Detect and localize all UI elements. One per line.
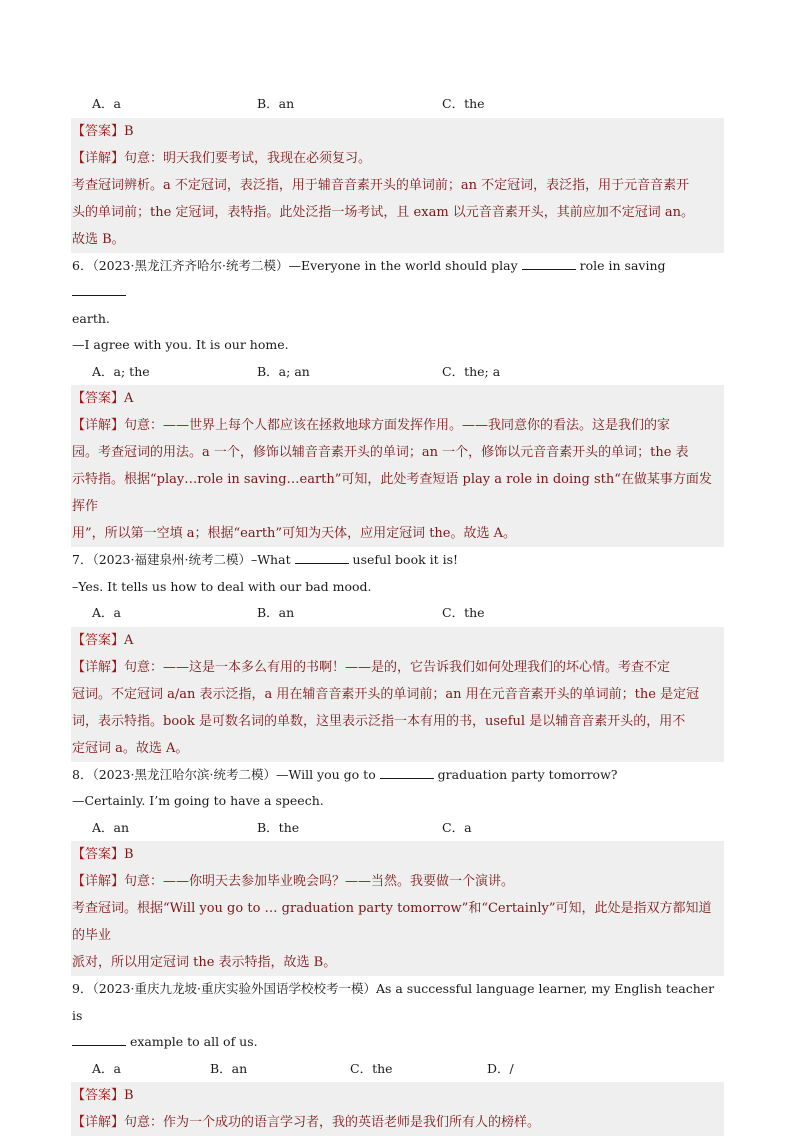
q6-detail-line: 用”，所以第一空填 a；根据“earth”可知为天体，应用定冠词 the。故选 A。 (72, 526, 517, 542)
document-page (72, 90, 723, 1136)
q6-stem: 6．（2023·黑龙江齐齐哈尔·统考二模）—Everyone in the world should play role in saving (72, 253, 723, 306)
q6-option-b: B．a; an (257, 363, 310, 379)
answer-tag: 【答案】 (72, 847, 125, 863)
q8-answer-block (71, 841, 724, 976)
q7-stem: 7．（2023·福建泉州·统考二模）–What useful book it is! (72, 552, 459, 568)
q8-option-b: B．the (257, 819, 300, 835)
detail-tag: 【详解】 (72, 418, 125, 434)
detail-tag: 【详解】 (72, 874, 125, 890)
q6-option-c: C．the; a (442, 363, 501, 379)
answer-tag: 【答案】 (72, 632, 125, 648)
q5-options (72, 91, 723, 118)
q6-stem-cont: earth. (72, 310, 110, 326)
q5-detail-line: 句意：明天我们要考试，我现在必须复习。 (124, 150, 372, 166)
blank (295, 551, 349, 564)
q7-detail-line: 词，表示特指。book 是可数名词的单数，这里表示泛指一本有用的书，useful 是以辅音音素开头的，用不 (72, 713, 686, 729)
q8-option-c: C．a (442, 819, 472, 835)
q6-options (72, 359, 723, 386)
detail-tag: 【详解】 (72, 150, 125, 166)
q9-option-d: D．/ (487, 1060, 514, 1076)
detail-tag: 【详解】 (72, 1115, 125, 1131)
q6-detail-line: 句意：——世界上每个人都应该在拯救地球方面发挥作用。——我同意你的看法。这是我们的家 (124, 418, 671, 434)
q7-option-a: A．a (92, 605, 121, 621)
q5-detail-line: 头的单词前；the 定冠词，表特指。此处泛指一场考试，且 exam 以元音音素开头，其前应加不定冠词 an。 (72, 204, 695, 220)
q7-option-c: C．the (442, 605, 485, 621)
q9-answer: B (124, 1088, 134, 1104)
q9-option-a: A．a (92, 1060, 121, 1076)
q9-option-b: B．an (210, 1060, 248, 1076)
q5-option-b: B．an (257, 96, 295, 111)
q7-dialog: –Yes. It tells us how to deal with our bad mood. (72, 578, 372, 594)
answer-tag: 【答案】 (72, 1088, 125, 1104)
q8-option-a: A．an (92, 819, 130, 835)
q9-detail-line: 句意：作为一个成功的语言学习者，我的英语老师是我们所有人的榜样。 (124, 1115, 541, 1131)
q6-answer: A (124, 391, 134, 407)
q8-detail-line: 考查冠词。根据“Will you go to … graduation party tomorrow”和“Certainly”可知，此处是指双方都知道的毕业 (72, 901, 712, 944)
blank (72, 1033, 126, 1046)
q7-option-b: B．an (257, 605, 295, 621)
q9-option-c: C．the (350, 1060, 393, 1076)
q6-detail-line: 园。考查冠词的用法。a 一个，修饰以辅音音素开头的单词；an 一个，修饰以元音音素开头的单词；the 表 (72, 445, 689, 461)
q7-detail-line: 句意：——这是一本多么有用的书啊！——是的，它告诉我们如何处理我们的坏心情。考查不定 (124, 659, 671, 675)
q6-option-a: A．a; the (92, 363, 150, 379)
blank (72, 283, 126, 296)
answer-tag: 【答案】 (72, 123, 125, 139)
blank (380, 766, 434, 779)
q8-stem: 8．（2023·黑龙江哈尔滨·统考二模）—Will you go to graduation party tomorrow? (72, 766, 618, 782)
q7-detail-line: 定冠词 a。故选 A。 (72, 740, 189, 756)
q5-detail-line: 考查冠词辨析。a 不定冠词，表泛指，用于辅音音素开头的单词前；an 不定冠词，表泛指，用于元音音素开 (72, 177, 690, 193)
q8-detail-line: 派对，所以用定冠词 the 表示特指，故选 B。 (72, 955, 337, 971)
q8-options (72, 815, 723, 842)
q9-stem-cont: example to all of us. (72, 1029, 723, 1056)
q5-detail-line: 故选 B。 (72, 231, 125, 247)
q7-detail-line: 冠词。不定冠词 a/an 表示泛指，a 用在辅音音素开头的单词前；an 用在元音音素开头的单词前；the 是定冠 (72, 686, 700, 702)
q5-option-a: A．a (92, 96, 121, 111)
answer-tag: 【答案】 (72, 391, 125, 407)
q7-answer: A (124, 632, 134, 648)
q7-options (72, 600, 723, 627)
q6-detail-line: 示特指。根据“play…role in saving…earth”可知，此处考查短语 play a role in doing sth“在做某事方面发挥作 (72, 472, 712, 515)
q7-answer-block (71, 627, 724, 762)
q5-answer: B (124, 123, 134, 139)
q6-dialog: —I agree with you. It is our home. (72, 337, 289, 353)
q6-answer-block (71, 385, 724, 547)
q8-answer: B (124, 847, 134, 863)
detail-tag: 【详解】 (72, 659, 125, 675)
blank (522, 257, 576, 270)
q8-detail-line: 句意：——你明天去参加毕业晚会吗？——当然。我要做一个演讲。 (124, 874, 515, 890)
q9-stem: 9．（2023·重庆九龙坡·重庆实验外国语学校校考一模）As a successful language learner, my English teacher is (72, 981, 715, 1023)
q9-options (72, 1056, 723, 1083)
q8-dialog: —Certainly. I’m going to have a speech. (72, 793, 324, 809)
q5-answer-block (71, 118, 724, 253)
q9-answer-block (71, 1082, 724, 1136)
q5-option-c: C．the (442, 96, 485, 111)
